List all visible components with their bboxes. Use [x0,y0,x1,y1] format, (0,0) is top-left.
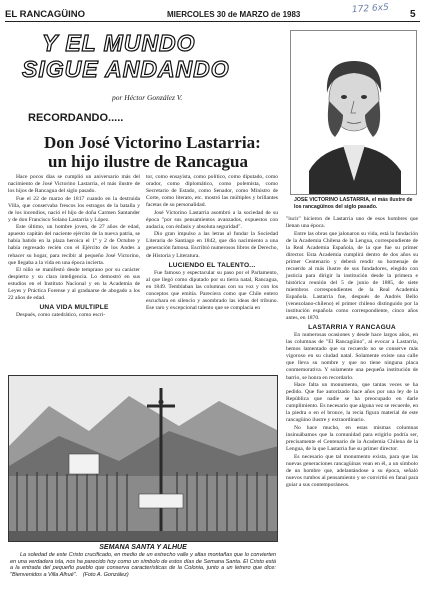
paragraph: "lucir" hicieron de Lastarria uno de esos hombres que llenan una época. [286,216,418,230]
newspaper-name: EL RANCAGÜINO [5,9,86,20]
paragraph: Hace falta un monumento, que tantas veces se ha pedido. Que fue autorizado hace años por una ley de la República que nadie se ha preocupado en darle cumplimiento. Es necesario que alguna vez se recuerde, en la piedra o en el bronce, la recia figura material de este rancagüino ilustre y extraordinario. [286,382,418,424]
article-column-1 [8,174,140,320]
article-column-2 [146,174,278,312]
paragraph: No hace mucho, en estas mismas columnas insinuábamos que la comunidad para erigirlo podría ser, precisamente el Centenario de la Academia Chilena de la Lengua, de la que Lastarria fue su primer director. [286,424,418,452]
paragraph: Hace pocos días se cumplió un aniversario más del nacimiento de José Victorino Lastarria, el más ilustre de los hijos de Rancagua del siglo pasado. [8,174,140,195]
photo-caption [10,552,276,578]
portrait-illustration [291,31,417,195]
paragraph: Fue famoso y espectacular su paso por el Parlamento, al que llegó como diputado por su tierra natal, Rancagua, en 1849. Temblaban las columnas con su voz y con los conceptos que emitía. Parecíera como que Chile entero escuchara en silencio y asombrado las ideas del tribuno. Ese raro y excepcional talento que se complacía en [146,269,278,311]
paragraph: Fue el 22 de marzo de 1817 cuando en la destruida Villa, que conservaba frescos los estragos de la batalla y de los incendios, nació el hijo de doña Carmen Santander y de don Francisco Solano Lastarria y López. [8,195,140,223]
article-kicker: RECORDANDO..... [28,112,124,124]
portrait-photo [290,30,417,195]
subheading-lastarria-rancagua: LASTARRIA Y RANCAGUA [308,324,396,332]
paragraph: El niño se manifestó desde temprano por su carácter despierto y su clara inteligencia. Lo demostró en sus estudios en el Instituto Nacional y en la Academia de Leyes y Práctica Forense y al graduarse de abogado a los 22 años de edad. [8,267,140,302]
masthead-line1: Y EL MUNDO [42,30,196,56]
photo-credit: (Foto A. González) [82,571,129,578]
paragraph: Este último, un hombre joven, de 27 años de edad, apuesto capitán del naciente ejército de la nueva patria, se había batido en la plaza heroica el 1º y 2 de Octubre y había regresado recién con el Ejército de los Andes a rehacer su hogar, para recibir al pequeño José Victorino, que llegaba a la vida en una época incierta. [8,224,140,266]
article-title-line2: un hijo ilustre de Rancagua [48,152,248,171]
paragraph: tor, como ensayista, como político, como diputado, como orador, como diplomático, como polemista, como Secretario de Estado, como Senador, como Ministro de Corte, como literato, etc. mostró las múltiples y brillantes facetas de su personalidad. [146,174,278,209]
paragraph: En numerosas ocasiones y desde hace largos años, en las columnas de "El Rancagüino", al evocar a Lastarria, hemos lamentado que su recuerdo no se conserve más vigoroso en su ciudad natal. Solamente existe una calle que lleva su nombre y que no tiene ninguna placa conmemorativa. Y solamente una pequeña institución de barrio, se honra en recordarlo. [286,332,418,381]
news-photo [8,375,278,542]
subheading-vida-multiple: UNA VIDA MULTIPLE [39,304,109,312]
page-number: 5 [410,9,416,20]
subheading-luciendo-talento: LUCIENDO EL TALENTO... [168,261,256,269]
article-title-line1: Don José Victorino Lastarria: [44,133,261,152]
handwritten-note: 172 6x5 [351,2,390,16]
photo-crucifix-valley [9,376,278,542]
portrait-caption: JOSE VICTORINO LASTARRIA, el más ilustre de los rancagüinos del siglo pasado. [294,197,413,210]
paragraph: Entre las obras que jalonaron su vida, está la fundación de la Academia Chilena de la Lengua, correspondiente de la Real Academia Española, de la que fue su primer director. Esta Academia cumplirá dentro de dos años su primer Centenario y deberá rendir su homenaje de recuerdo al más ilustre de sus fundadores, elegido con justicia para dirigir la institución desde la primera e histórica reunión del 5 de junio de 1885, de siete miembros correspondientes de la Real Academia Española. Lastarria fue, después de Andrés Bello (venezolano-chileno) el primer chileno distinguido por la institución española como correspondiente, cinco años antes, en 1870. [286,230,418,322]
photo-title: SEMANA SANTA Y ALHUE [99,544,187,551]
column-author: por Héctor González V. [112,93,183,102]
paragraph: Dio gran impulso a las letras al fundar la Sociedad Literaria de Santiago en 1842, que dio nacimiento a una generación famosa. Escribió numerosos libros de Derecho, de Historia y Literatura. [146,231,278,259]
paragraph: Es necesario que tal monumento exista, para que las nuevas generaciones rancagüinas vean en él, a un símbolo de un hombre que, adelantándose a su época, señaló nuevos rumbos al pensamiento y se convirtió en fanal para guiar a sus contemporáneos. [286,453,418,488]
header-rule [5,21,420,22]
issue-date: MIERCOLES 30 de MARZO de 1983 [167,10,301,19]
article-column-3 [286,216,418,489]
paragraph: José Victorino Lastarria asombró a la sociedad de su época "por sus pensamientos avanzados, expuestos con audacia, con énfasis y absoluta seguridad". [146,209,278,230]
paragraph: Después, como catedrático, como escri- [16,312,106,319]
masthead-line2: SIGUE ANDANDO [22,56,230,82]
photo-caption-text: La soledad de este Cristo crucificado, en medio de un estrecho valle y altas montañas que lo convierten en una verdadera isla, nos ha parecido hoy como un símbolo de estos días de Semana Santa. El Cristo está a la entrada del pequeño pueblo que conserva características de la Colonia, junto a un letrero que dice: "Bienvenidos a Villa Alhué". [10,552,276,578]
